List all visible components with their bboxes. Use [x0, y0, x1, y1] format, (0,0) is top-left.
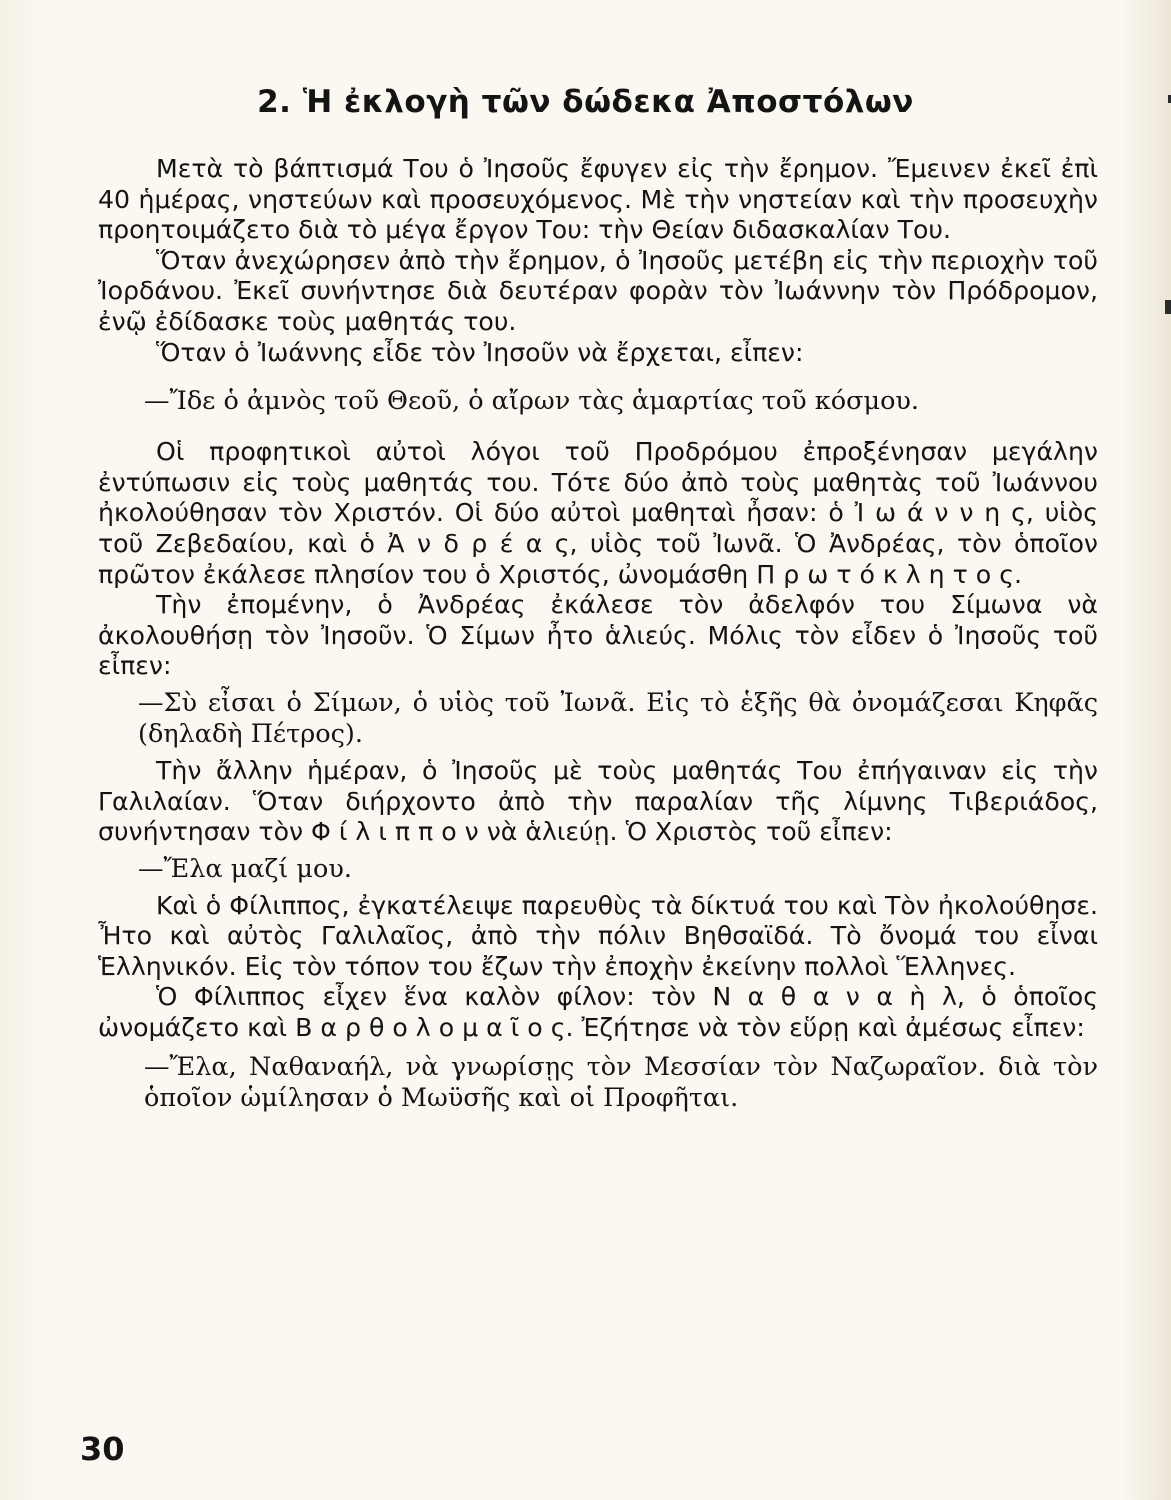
paragraph: Μετὰ τὸ βάπτισμά Του ὁ Ἰησοῦς ἔφυγεν εἰς τὴν ἔρημον. Ἔμεινεν ἐκεῖ ἐπὶ 40 ἡμέρας, νηστεύων καὶ προσευχόμενος. Μὲ τὴν νηστείαν καὶ τὴν προσευχὴν προητοιμάζετο διὰ τὸ μέγα ἔργον Του: τὴν Θείαν διδασκαλίαν Του.: [98, 154, 1098, 245]
paragraph: Τὴν ἄλλην ἡμέραν, ὁ Ἰησοῦς μὲ τοὺς μαθητάς Του ἐπήγαιναν εἰς τὴν Γαλιλαίαν. Ὅταν διήρχοντο ἀπὸ τὴν παραλίαν τῆς λίμνης Τιβεριάδος, συνήντησαν τὸν Φ ί λ ι π π ο ν νὰ ἁλιεύῃ. Ὁ Χριστὸς τοῦ εἶπεν:: [98, 755, 1098, 847]
paragraph: Ὅταν ἀνεχώρησεν ἀπὸ τὴν ἔρημον, ὁ Ἰησοῦς μετέβη εἰς τὴν περιοχὴν τοῦ Ἰορδάνου. Ἐκεῖ συνήντησε διὰ δευτέραν φορὰν τὸν Ἰωάννην τὸν Πρόδρομον, ἐνῷ ἐδίδασκε τοὺς μαθητάς του.: [98, 245, 1098, 336]
quote: —Σὺ εἶσαι ὁ Σίμων, ὁ υἱὸς τοῦ Ἰωνᾶ. Εἰς τὸ ἑξῆς θὰ ὀνομάζεσαι Κηφᾶς (δηλαδὴ Πέτρος).: [138, 687, 1098, 749]
quote: —Ἴδε ὁ ἀμνὸς τοῦ Θεοῦ, ὁ αἴρων τὰς ἁμαρτίας τοῦ κόσμου.: [144, 386, 920, 417]
quote: —Ἔλα μαζί μου.: [138, 853, 352, 884]
scan-edge-mark: [1165, 300, 1171, 314]
paragraph: Οἱ προφητικοὶ αὐτοὶ λόγοι τοῦ Προδρόμου ἐπροξένησαν μεγάλην ἐντύπωσιν εἰς τοὺς μαθητάς του. Τότε δύο ἀπὸ τοὺς μαθητὰς τοῦ Ἰωάννου ἠκολούθησαν τὸν Χριστόν. Οἱ δύο αὐτοὶ μαθηταὶ ἦσαν: ὁ Ἰ ω ά ν ν η ς, υἱὸς τοῦ Ζεβεδαίου, καὶ ὁ Ἀ ν δ ρ έ α ς, υἱὸς τοῦ Ἰωνᾶ. Ὁ Ἀνδρέας, τὸν ὁποῖον πρῶτον ἐκάλεσε πλησίον του ὁ Χριστός, ὠνομάσθη Π ρ ω τ ό κ λ η τ ο ς.: [98, 437, 1098, 589]
paragraph: Ὅταν ὁ Ἰωάννης εἶδε τὸν Ἰησοῦν νὰ ἔρχεται, εἶπεν:: [156, 337, 804, 367]
paragraph: Καὶ ὁ Φίλιππος, ἐγκατέλειψε παρευθὺς τὰ δίκτυά του καὶ Τὸν ἠκολούθησε. Ἦτο καὶ αὐτὸς Γαλιλαῖος, ἀπὸ τὴν πόλιν Βηθσαϊδά. Τὸ ὄνομά του εἶναι Ἑλληνικόν. Εἰς τὸν τόπον του ἔζων τὴν ἐποχὴν ἐκείνην πολλοὶ Ἕλληνες.: [98, 890, 1098, 981]
page-number: 30: [80, 1430, 125, 1468]
paragraph: Τὴν ἐπομένην, ὁ Ἀνδρέας ἐκάλεσε τὸν ἀδελφόν του Σίμωνα νὰ ἀκολουθήσῃ τὸν Ἰησοῦν. Ὁ Σίμων ἦτο ἁλιεύς. Μόλις τὸν εἶδεν ὁ Ἰησοῦς τοῦ εἶπεν:: [98, 590, 1098, 681]
paragraph: Ὁ Φίλιππος εἶχεν ἕνα καλὸν φίλον: τὸν Ν α θ α ν α ὴ λ, ὁ ὁποῖος ὠνομάζετο καὶ Β α ρ θ ο λ ο μ α ῖ ο ς. Ἐζήτησε νὰ τὸν εὕρῃ καὶ ἀμέσως εἶπεν:: [98, 982, 1098, 1043]
quote: —Ἔλα, Ναθαναήλ, νὰ γνωρίσῃς τὸν Μεσσίαν τὸν Ναζωραῖον. διὰ τὸν ὁποῖον ὡμίλησαν ὁ Μωϋσῆς καὶ οἱ Προφῆται.: [144, 1051, 1098, 1113]
body-text: [98, 154, 1098, 1114]
chapter-heading: 2. Ἡ ἐκλογὴ τῶν δώδεκα Ἀποστόλων: [257, 84, 914, 120]
